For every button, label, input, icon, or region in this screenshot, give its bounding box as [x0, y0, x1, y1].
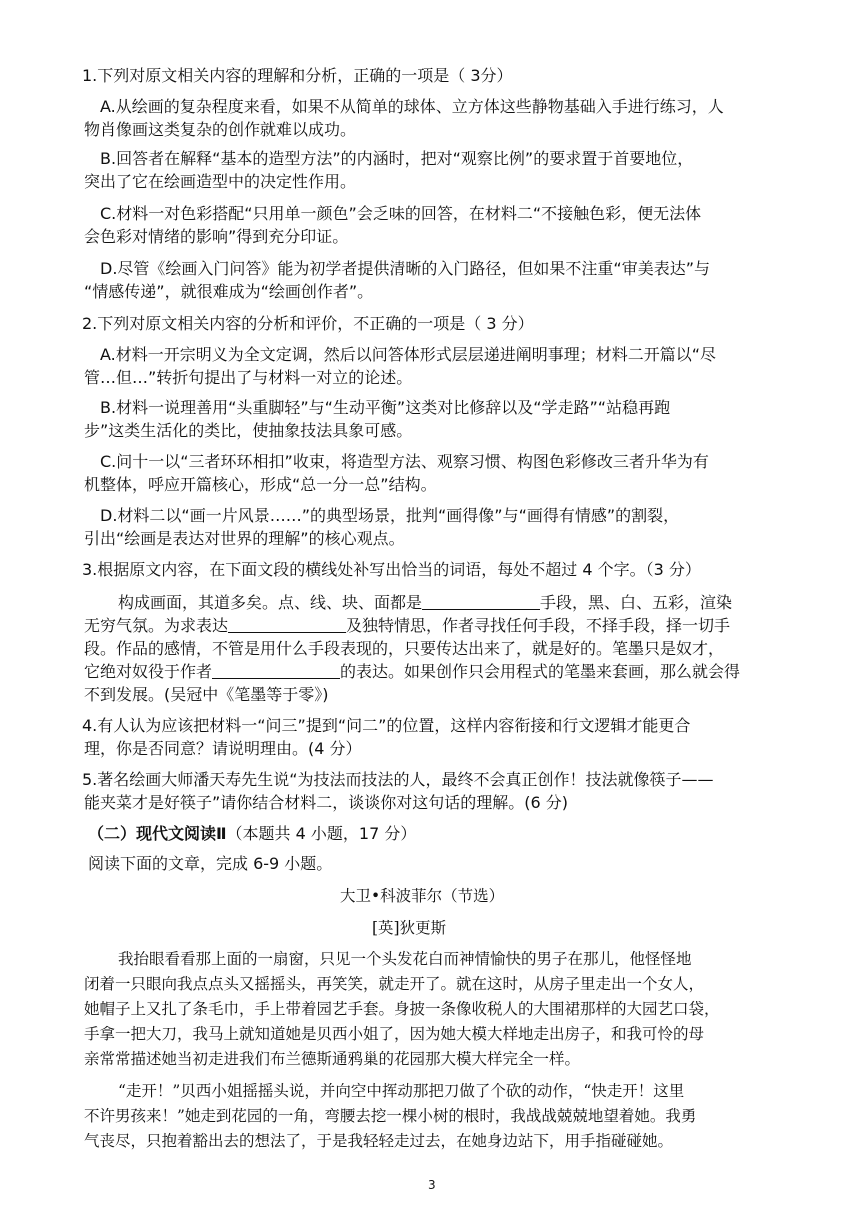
- q1-option-b-line2: 突出了它在绘画造型中的决定性作用。: [84, 172, 357, 191]
- q2-option-d-line2: 引出“绘画是表达对世界的理解”的核心观点。: [84, 529, 405, 548]
- q2-stem: 2.下列对原文相关内容的分析和评价，不正确的一项是（ 3 分）: [82, 314, 534, 333]
- passage-p1-line4: 手拿一把大刀，我马上就知道她是贝西小姐了，因为她大模大样地走出房子，和我可怜的母: [84, 1025, 705, 1043]
- q3-passage-line2: [84, 615, 730, 637]
- passage-p1-line2: 闭着一只眼向我点点头又摇摇头，再笑笑，就走开了。就在这时，从房子里走出一个女人，: [84, 975, 705, 993]
- section-heading-note: （本题共 4 小题，17 分）: [226, 824, 417, 843]
- q3-passage-line1: [118, 592, 732, 614]
- q3-blank-1: [422, 593, 540, 610]
- q1-option-c-line1: C.材料一对色彩搭配“只用单一颜色”会乏味的回答，在材料二“不接触色彩，便无法体: [100, 204, 702, 223]
- passage-author: [英]狄更斯: [372, 919, 447, 937]
- passage-p1-line3: 她帽子上又扎了条毛巾，手上带着园艺手套。身披一条像收税人的大围裙那样的大园艺口袋，: [84, 1000, 720, 1018]
- q3-text-1a: 构成画面，其道多矣。点、线、块、面都是: [118, 593, 423, 612]
- q2-option-d-line1: D.材料二以“画一片风景……”的典型场景，批判“画得像”与“画得有情感”的割裂，: [100, 506, 680, 525]
- q3-blank-2: [228, 616, 346, 633]
- q5-line2: 能夹菜才是好筷子”请你结合材料二，谈谈你对这句话的理解。(6 分): [84, 793, 569, 812]
- q3-blank-3: [212, 662, 340, 679]
- passage-p2-line2: 不许男孩来！”她走到花园的一角，弯腰去挖一棵小树的根时，我战战兢兢地望着她。我勇: [84, 1107, 697, 1125]
- q3-passage-line5: 不到发展。(吴冠中《笔墨等于零》): [84, 685, 329, 704]
- passage-p2-line3: 气丧尽，只抱着豁出去的想法了，于是我轻轻走过去，在她身边站下，用手指碰碰她。: [84, 1132, 674, 1150]
- passage-title: 大卫•科波菲尔（节选）: [340, 887, 505, 905]
- q1-stem: 1.下列对原文相关内容的理解和分析，正确的一项是（ 3分）: [82, 66, 513, 85]
- q3-text-4a: 它绝对奴役于作者: [84, 662, 213, 681]
- q3-text-1b: 手段，黑、白、五彩，渲染: [540, 593, 733, 612]
- q3-passage-line4: [84, 661, 740, 683]
- q2-option-c-line2: 机整体，呼应开篇核心，形成“总一分一总”结构。: [84, 475, 437, 494]
- q5-line1: 5.著名绘画大师潘天寿先生说“为技法而技法的人，最终不会真正创作！技法就像筷子——: [82, 770, 714, 789]
- q1-option-a-line1: A.从绘画的复杂程度来看，如果不从简单的球体、立方体这些静物基础入手进行练习，人: [100, 97, 724, 116]
- section-instruction: 阅读下面的文章，完成 6-9 小题。: [88, 854, 333, 873]
- q2-option-b-line1: B.材料一说理善用“头重脚轻”与“生动平衡”这类对比修辞以及“学走路”“站稳再跑: [100, 398, 671, 417]
- page-number: 3: [428, 1178, 436, 1192]
- passage-p2-line1: “走开！”贝西小姐摇摇头说，并向空中挥动那把刀做了个砍的动作，“快走开！这里: [118, 1082, 685, 1100]
- q1-option-b-line1: B.回答者在解释“基本的造型方法”的内涵时，把对“观察比例”的要求置于首要地位，: [100, 149, 694, 168]
- q4-line1: 4.有人认为应该把材料一“问三”提到“问二”的位置，这样内容衔接和行文逻辑才能更合: [82, 716, 691, 735]
- passage-p1-line1: 我抬眼看看那上面的一扇窗，只见一个头发花白而神情愉快的男子在那儿，他怪怪地: [118, 950, 692, 968]
- q1-option-a-line2: 物肖像画这类复杂的创作就难以成功。: [84, 120, 357, 139]
- q4-line2: 理，你是否同意？请说明理由。(4 分）: [84, 739, 362, 758]
- passage-p1-line5: 亲常常描述她当初走进我们布兰德斯通鸦巢的花园那大模大样完全一样。: [84, 1050, 581, 1068]
- q1-option-d-line1: D.尽管《绘画入门问答》能为初学者提供清晰的入门路径，但如果不注重“审美表达”与: [100, 259, 710, 278]
- q2-option-a-line1: A.材料一开宗明义为全文定调，然后以问答体形式层层递进阐明事理；材料二开篇以“尽: [100, 345, 717, 364]
- q3-stem: 3.根据原文内容，在下面文段的横线处补写出恰当的词语，每处不超过 4 个字。（3 分）: [82, 560, 701, 579]
- section-heading: [88, 823, 416, 845]
- q1-option-d-line2: “情感传递”，就很难成为“绘画创作者”。: [84, 282, 374, 301]
- q3-text-2a: 无穷气氛。为求表达: [84, 616, 229, 635]
- q2-option-b-line2: 步”这类生活化的类比，使抽象技法具象可感。: [84, 421, 413, 440]
- q2-option-a-line2: 管…但…”转折句提出了与材料一对立的论述。: [84, 368, 413, 387]
- q3-text-4b: 的表达。如果创作只会用程式的笔墨来套画，那么就会得: [340, 662, 741, 681]
- q2-option-c-line1: C.问十一以“三者环环相扣”收束，将造型方法、观察习惯、构图色彩修改三者升华为有: [100, 452, 709, 471]
- q3-text-2b: 及独特情思，作者寻找任何手段，不择手段，择一切手: [346, 616, 731, 635]
- q1-option-c-line2: 会色彩对情绪的影响”得到充分印证。: [84, 227, 349, 246]
- q3-passage-line3: 段。作品的感情，不管是用什么手段表现的，只要传达出来了，就是好的。笔墨只是奴才，: [84, 639, 725, 658]
- section-heading-title: （二）现代文阅读Ⅱ: [88, 824, 227, 843]
